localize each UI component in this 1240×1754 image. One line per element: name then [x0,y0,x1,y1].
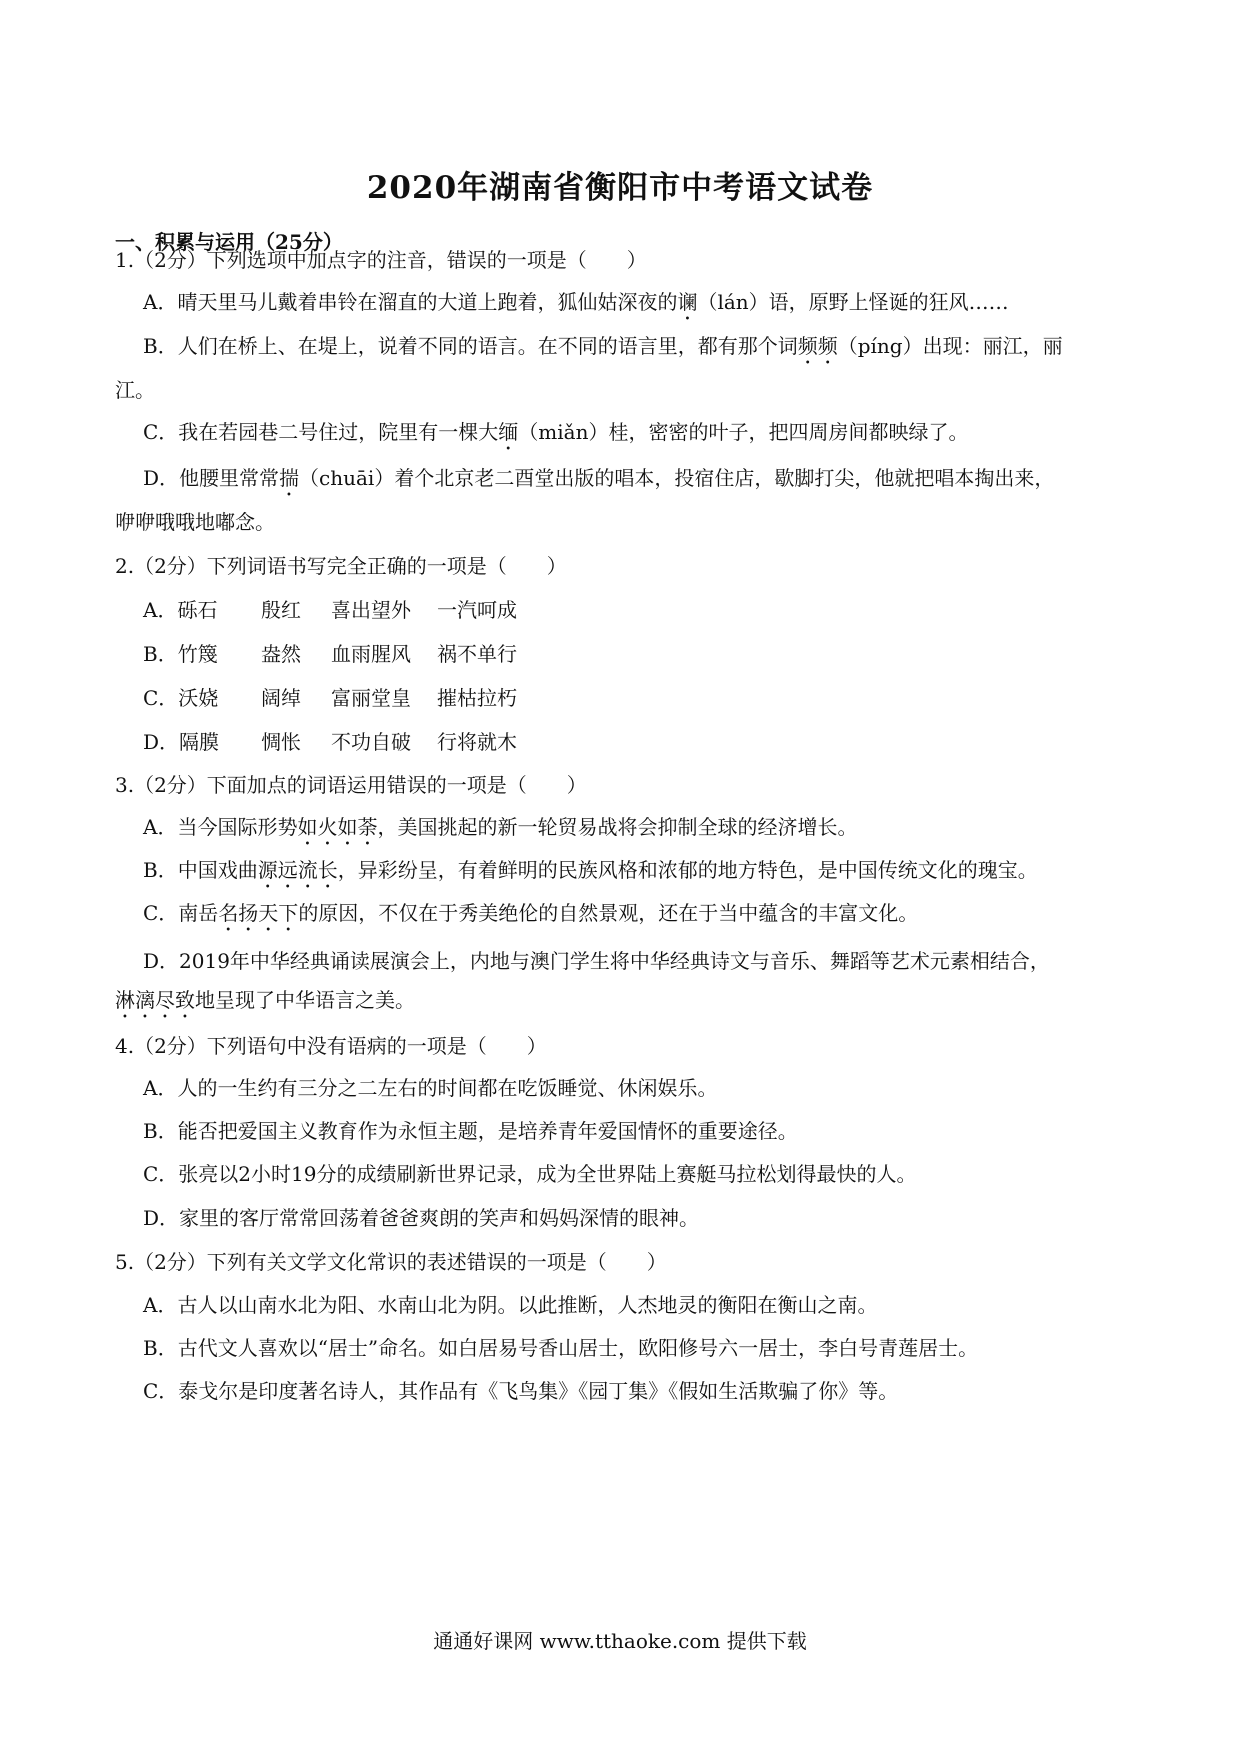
option-word: 喜出望外 [331,598,411,622]
question-4-stem: 4.（2分）下列语句中没有语病的一项是（ ） [115,1034,547,1058]
question-5-option-c: C．泰戈尔是印度著名诗人，其作品有《飞鸟集》《园丁集》《假如生活欺骗了你》等。 [143,1379,899,1403]
dotted-char: 频频 [797,334,838,358]
question-1-stem: 1.（2分）下列选项中加点字的注音，错误的一项是（ ） [115,248,647,272]
option-text: （lán）语，原野上怪诞的狂风…… [697,290,1009,314]
option-word: 惆怅 [261,730,301,754]
option-text: （chuāi）着个北京老二酉堂出版的唱本，投宿住店，歇脚打尖，他就把唱本掏出来， [299,466,1055,490]
option-word: 殷红 [261,598,301,622]
question-4-option-b: B．能否把爱国主义教育作为永恒主题，是培养青年爱国情怀的重要途径。 [143,1119,798,1143]
dotted-char: 揣 [279,466,300,490]
option-word: 血雨腥风 [331,642,411,666]
question-1-option-b-continued: 江。 [115,378,155,402]
option-word: A．砾石 [143,598,218,622]
option-text: C．我在若园巷二号住过，院里有一棵大 [143,420,499,444]
option-text: ，美国挑起的新一轮贸易战将会抑制全球的经济增长。 [377,815,858,839]
option-text: ，异彩纷呈，有着鲜明的民族风格和浓郁的地方特色，是中国传统文化的瑰宝。 [337,858,1038,882]
dotted-phrase: 淋漓尽致 [115,988,195,1012]
question-4-option-d: D．家里的客厅常常回荡着爸爸爽朗的笑声和妈妈深情的眼神。 [143,1206,700,1230]
question-2-stem: 2.（2分）下列词语书写完全正确的一项是（ ） [115,554,567,578]
option-text: B．人们在桥上、在堤上，说着不同的语言。在不同的语言里，都有那个词 [143,334,798,358]
dotted-phrase: 源远流长 [257,858,338,882]
section-heading: 一、积累与运用（25分） [115,230,343,254]
question-3-option-c [143,901,918,936]
option-word: B．竹篾 [143,642,218,666]
option-word: C．沃娆 [143,686,219,710]
question-2-option-b [143,644,517,664]
question-2-option-c [143,688,517,708]
question-1-option-b [143,334,1063,369]
option-text: B．中国戏曲 [143,858,258,882]
page-footer: 通通好课网 www.tthaoke.com 提供下载 [433,1629,807,1653]
option-word: 盎然 [261,642,301,666]
option-text: D．他腰里常常 [143,466,280,490]
question-2-option-a [143,600,517,620]
option-text: A．晴天里马儿戴着串铃在溜直的大道上跑着，狐仙姑深夜的 [143,290,678,314]
option-word: 富丽堂皇 [331,686,411,710]
option-text: （miǎn）桂，密密的叶子，把四周房间都映绿了。 [518,420,969,444]
question-1-option-d [143,466,1054,501]
question-3-option-b [143,858,1038,893]
option-word: 祸不单行 [437,642,517,666]
dotted-phrase: 名扬天下 [218,901,299,925]
page-title: 2020年湖南省衡阳市中考语文试卷 [366,170,874,206]
question-2-option-d [143,732,517,752]
question-5-option-b: B．古代文人喜欢以“居士”命名。如白居易号香山居士，欧阳修号六一居士，李白号青莲居士。 [143,1336,979,1360]
dotted-phrase: 如火如荼 [297,815,378,839]
option-text: （píng）出现：丽江，丽 [837,334,1063,358]
question-1-option-c [143,420,968,455]
option-word: 摧枯拉朽 [437,686,517,710]
dotted-char: 谰 [677,290,698,314]
question-3-option-d: D．2019年中华经典诵读展演会上，内地与澳门学生将中华经典诗文与音乐、舞蹈等艺术元素相结合， [143,949,1050,973]
option-word: 不功自破 [331,730,411,754]
question-1-option-a [143,290,1009,325]
question-5-stem: 5.（2分）下列有关文学文化常识的表述错误的一项是（ ） [115,1250,667,1274]
question-1-option-d-continued: 咿咿哦哦地嘟念。 [115,510,275,534]
option-text: 的原因，不仅在于秀美绝伦的自然景观，还在于当中蕴含的丰富文化。 [298,901,919,925]
question-4-option-a: A．人的一生约有三分之二左右的时间都在吃饭睡觉、休闲娱乐。 [143,1076,718,1100]
question-5-option-a: A．古人以山南水北为阳、水南山北为阴。以此推断，人杰地灵的衡阳在衡山之南。 [143,1293,878,1317]
question-3-option-d-continued [115,988,415,1023]
option-text: C．南岳 [143,901,219,925]
question-3-option-a [143,815,857,850]
option-text: A．当今国际形势 [143,815,298,839]
question-3-stem: 3.（2分）下面加点的词语运用错误的一项是（ ） [115,773,587,797]
dotted-char: 缅 [498,420,519,444]
option-text: 地呈现了中华语言之美。 [195,988,415,1012]
option-word: 阔绰 [261,686,301,710]
option-word: 行将就木 [437,730,517,754]
option-word: 一汽呵成 [437,598,517,622]
question-4-option-c: C．张亮以2小时19分的成绩刷新世界记录，成为全世界陆上赛艇马拉松划得最快的人。 [143,1162,917,1186]
option-word: D．隔膜 [143,730,220,754]
